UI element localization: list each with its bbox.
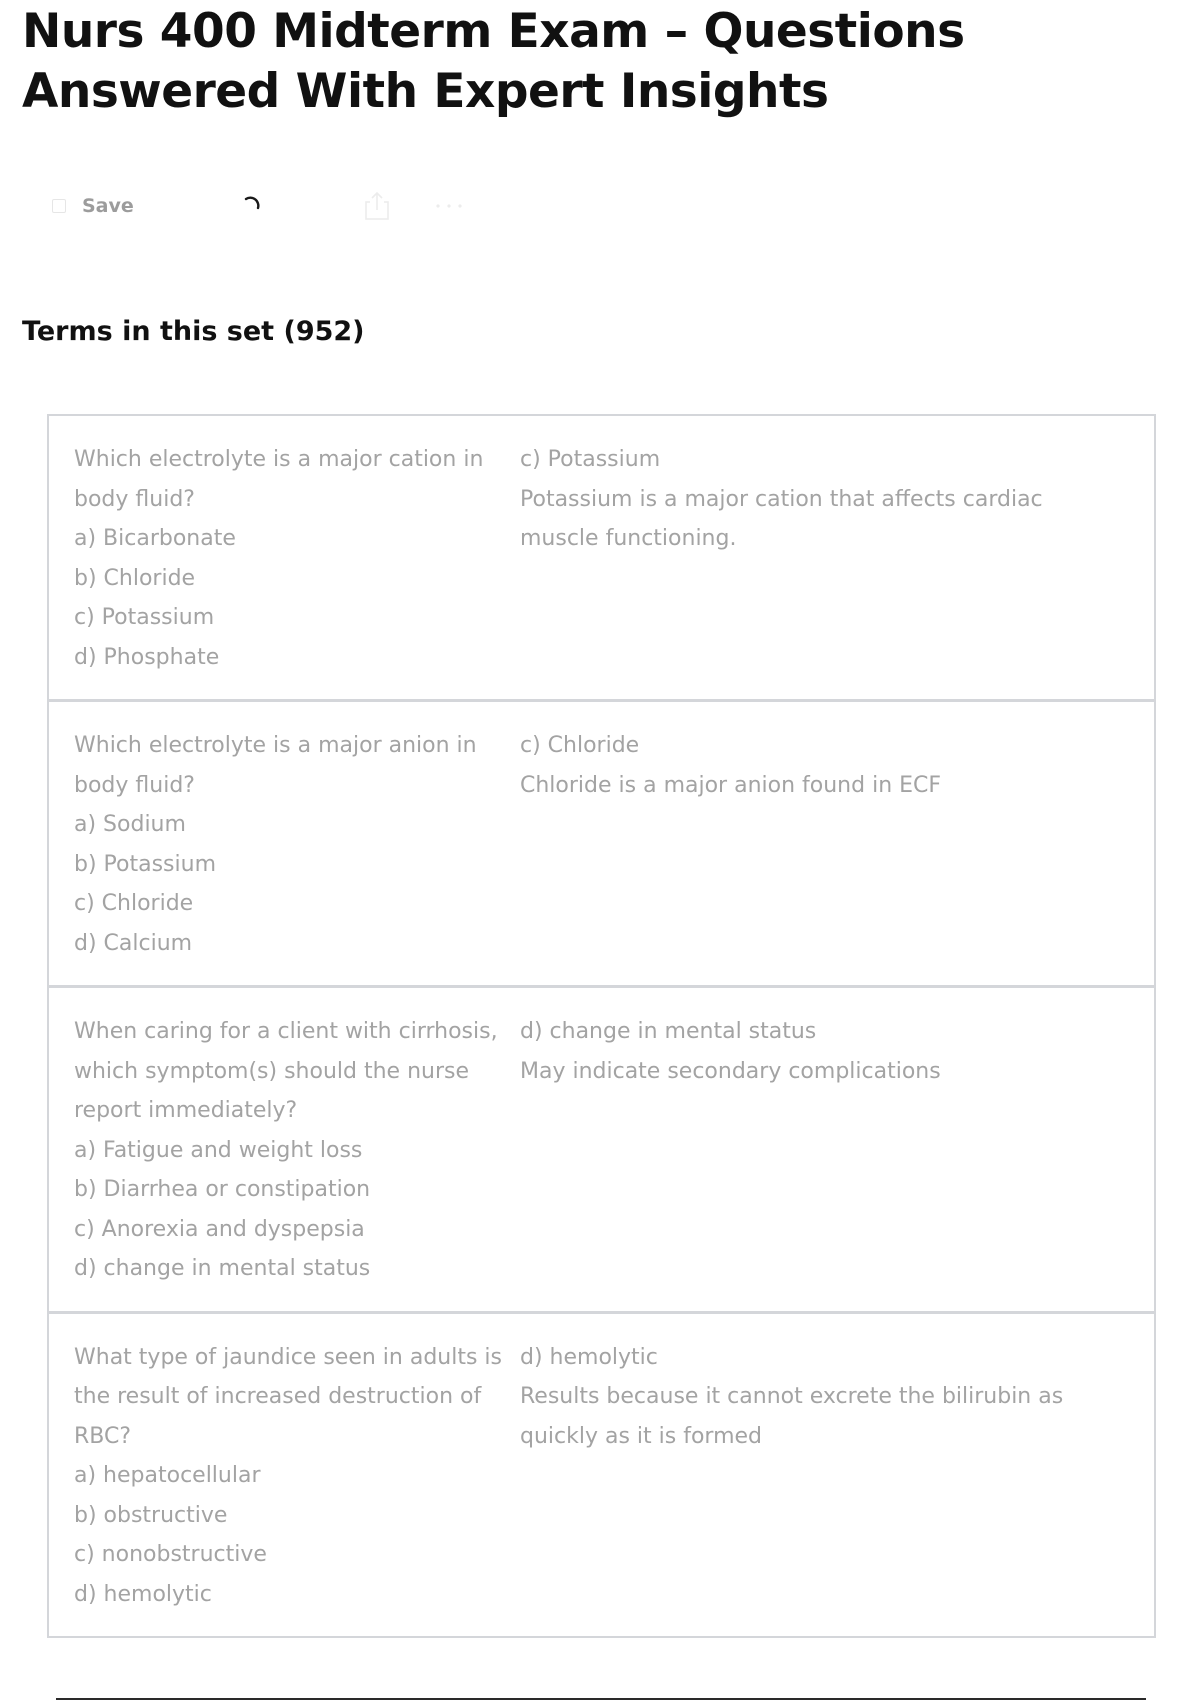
- more-options-icon: [434, 202, 464, 210]
- question-line: What type of jaundice seen in adults is: [74, 1344, 502, 1370]
- answer-line: muscle functioning.: [520, 526, 737, 551]
- terms-list: [47, 414, 1156, 1638]
- question-line: d) change in mental status: [74, 1256, 371, 1281]
- question-line: a) hepatocellular: [74, 1463, 261, 1488]
- question-line: which symptom(s) should the nurse: [74, 1058, 470, 1084]
- answer-line: c) Chloride: [520, 733, 640, 758]
- question-line: d) Calcium: [74, 930, 193, 956]
- answer-line: Potassium is a major cation that affects cardiac: [520, 486, 1043, 512]
- share-icon: [364, 191, 390, 221]
- question-line: Which electrolyte is a major cation in: [74, 447, 484, 472]
- term-card: [49, 1314, 1154, 1637]
- question-line: c) Chloride: [74, 891, 194, 916]
- page-title: Nurs 400 Midterm Exam – Questions Answered With Expert Insights: [22, 4, 965, 119]
- answer-line: Chloride is a major anion found in ECF: [520, 772, 942, 798]
- term-question: [49, 702, 520, 985]
- question-line: b) Potassium: [74, 851, 217, 877]
- question-line: Which electrolyte is a major anion in: [74, 733, 477, 758]
- more-options-button[interactable]: [434, 186, 464, 226]
- term-question: [49, 416, 520, 699]
- answer-line: quickly as it is formed: [520, 1423, 763, 1449]
- term-question: [49, 988, 520, 1311]
- question-line: RBC?: [74, 1423, 132, 1449]
- checkbox-icon: [52, 199, 66, 213]
- toolbar: [52, 186, 512, 226]
- question-line: c) nonobstructive: [74, 1542, 267, 1567]
- answer-line: Results because it cannot excrete the bilirubin as: [520, 1384, 1064, 1409]
- term-card: [49, 702, 1154, 988]
- question-line: b) Chloride: [74, 565, 196, 591]
- term-question: [49, 1314, 520, 1637]
- question-line: body fluid?: [74, 486, 195, 512]
- question-line: report immediately?: [74, 1098, 298, 1123]
- term-answer: [520, 702, 1154, 985]
- answer-line: d) change in mental status: [520, 1019, 817, 1044]
- share-button[interactable]: [364, 186, 390, 226]
- term-answer: [520, 416, 1154, 699]
- spinner-arc: [242, 193, 264, 219]
- question-line: When caring for a client with cirrhosis,: [74, 1019, 498, 1044]
- question-line: body fluid?: [74, 772, 195, 798]
- save-label: Save: [82, 195, 134, 217]
- question-line: d) Phosphate: [74, 644, 220, 670]
- question-line: d) hemolytic: [74, 1581, 212, 1607]
- question-line: b) Diarrhea or constipation: [74, 1177, 371, 1202]
- question-line: b) obstructive: [74, 1502, 228, 1528]
- term-card: [49, 988, 1154, 1314]
- question-line: a) Bicarbonate: [74, 526, 236, 551]
- question-line: c) Potassium: [74, 605, 215, 630]
- answer-line: d) hemolytic: [520, 1344, 658, 1370]
- question-line: a) Fatigue and weight loss: [74, 1137, 363, 1163]
- term-answer: [520, 1314, 1154, 1637]
- term-answer: [520, 988, 1154, 1311]
- question-line: c) Anorexia and dyspepsia: [74, 1216, 365, 1242]
- terms-count-heading: Terms in this set (952): [22, 316, 365, 347]
- term-card: [49, 416, 1154, 702]
- loading-spinner-icon: [242, 186, 264, 226]
- question-line: the result of increased destruction of: [74, 1384, 482, 1409]
- answer-line: May indicate secondary complications: [520, 1058, 941, 1084]
- question-line: a) Sodium: [74, 812, 186, 837]
- save-button[interactable]: [52, 186, 134, 226]
- answer-line: c) Potassium: [520, 447, 661, 472]
